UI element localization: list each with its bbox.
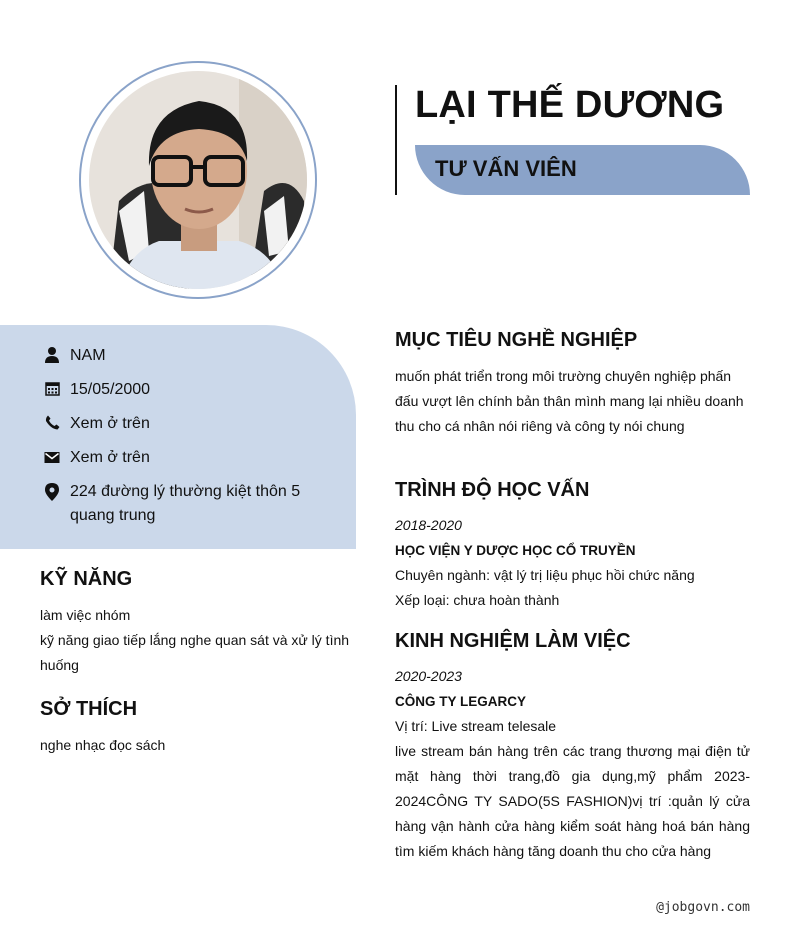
experience-position: Vị trí: Live stream telesale	[395, 718, 557, 734]
experience-block	[395, 664, 750, 864]
job-title-pill	[415, 145, 750, 195]
objective-text: muốn phát triển trong môi trường chuyên nghiệp phấn đấu vượt lên chính bản thân mình mang lại nhiều doanh thu cho cá nhân nói riêng và công ty nói chung	[395, 368, 744, 434]
experience-company: CÔNG TY LEGARCY	[395, 694, 527, 709]
education-rank: Xếp loại: chưa hoàn thành	[395, 592, 560, 608]
avatar	[89, 71, 307, 289]
education-major: Chuyên ngành: vật lý trị liệu phục hồi chức năng	[395, 567, 695, 583]
experience-description: live stream bán hàng trên các trang thương mại điện tử mặt hàng thời trang,đồ gia dụng,mỹ phẩm 2023-2024CÔNG TY SADO(5S FASHION)vị trí :quản lý cửa hàng vận hành cửa hàng kiểm soát hàng hoá bán hàng tìm kiếm khách hàng tăng doanh thu cho cửa hàng	[395, 743, 750, 859]
skill-item: kỹ năng giao tiếp lắng nghe quan sát và xử lý tình huống	[40, 632, 350, 673]
location-pin-icon	[40, 483, 64, 501]
experience-heading: KINH NGHIỆM LÀM VIỆC	[395, 630, 631, 652]
education-block	[395, 513, 750, 613]
skill-item: làm việc nhóm	[40, 607, 131, 623]
name-divider	[395, 85, 397, 195]
phone-value: Xem ở trên	[70, 415, 150, 432]
candidate-name: LẠI THẾ DƯƠNG	[415, 84, 725, 126]
birthdate-value: 15/05/2000	[70, 381, 151, 398]
phone-icon	[40, 415, 64, 433]
calendar-icon	[40, 381, 64, 399]
hobbies-heading: SỞ THÍCH	[40, 698, 138, 720]
job-title: TƯ VẤN VIÊN	[435, 156, 577, 181]
hobbies-text: nghe nhạc đọc sách	[40, 737, 166, 753]
avatar-photo	[89, 71, 307, 289]
skills-heading: KỸ NĂNG	[40, 568, 133, 590]
gender-value: NAM	[70, 347, 106, 364]
avatar-frame	[79, 61, 317, 299]
email-value: Xem ở trên	[70, 449, 150, 466]
education-period: 2018-2020	[395, 517, 462, 533]
objective-heading: MỤC TIÊU NGHỀ NGHIỆP	[395, 329, 638, 351]
experience-period: 2020-2023	[395, 668, 462, 684]
person-icon	[40, 347, 64, 365]
skills-list	[40, 603, 350, 678]
mail-icon	[40, 449, 64, 467]
address-value: 224 đường lý thường kiệt thôn 5 quang trung	[70, 483, 301, 524]
footer-credit: @jobgovn.com	[656, 900, 750, 915]
education-school: HỌC VIỆN Y DƯỢC HỌC CỔ TRUYỀN	[395, 543, 636, 558]
education-heading: TRÌNH ĐỘ HỌC VẤN	[395, 479, 590, 501]
